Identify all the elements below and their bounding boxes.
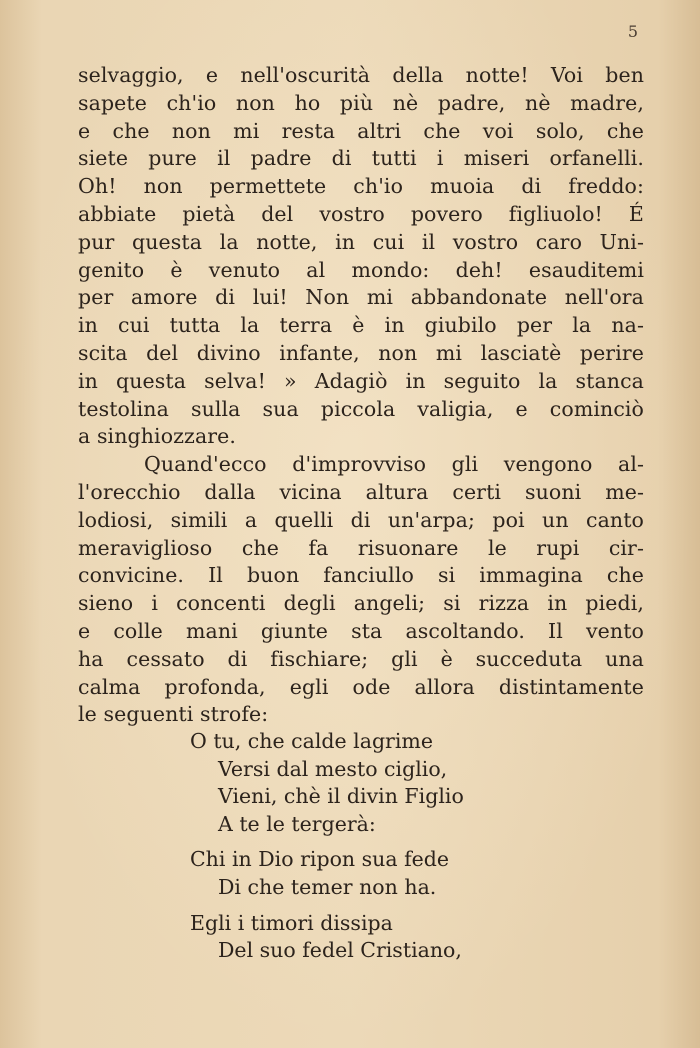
- verse-line: Egli i timori dissipa: [190, 910, 393, 935]
- verse-line: Di che temer non ha.: [218, 874, 437, 899]
- verse-line: A te le tergerà:: [218, 811, 376, 836]
- text-line: genito è venuto al mondo: deh! esauditemi: [78, 257, 644, 282]
- prose-text: [78, 62, 644, 729]
- text-line: ha cessato di fischiare; gli è succeduta una: [78, 646, 644, 671]
- text-line: testolina sulla sua piccola valigia, e cominciò: [78, 396, 644, 421]
- text-line: a singhiozzare.: [78, 424, 237, 449]
- verse-line: Versi dal mesto ciglio,: [218, 756, 448, 781]
- text-line: e colle mani giunte sta ascoltando. Il vento: [78, 618, 644, 643]
- text-line: selvaggio, e nell'oscurità della notte! Voi ben: [78, 63, 644, 87]
- text-line: sieno i concenti degli angeli; si rizza in piedi,: [78, 591, 644, 616]
- text-line: per amore di lui! Non mi abbandonate nell'ora: [78, 285, 644, 310]
- paragraph-first-line: Quand'ecco d'improvviso gli vengono al-: [144, 452, 644, 477]
- text-line: lodiosi, simili a quelli di un'arpa; poi un canto: [78, 507, 644, 532]
- page-number: 5: [627, 22, 638, 41]
- text-line: le seguenti strofe:: [78, 702, 269, 727]
- text-line: Oh! non permettete ch'io muoia di freddo:: [78, 174, 644, 199]
- stanza: [190, 728, 590, 838]
- text-line: in cui tutta la terra è in giubilo per la na-: [78, 313, 644, 338]
- text-line: e che non mi resta altri che voi solo, che: [78, 118, 644, 143]
- verse-line: Del suo fedel Cristiano,: [218, 938, 462, 963]
- text-line: l'orecchio dalla vicina altura certi suoni me-: [78, 479, 644, 504]
- text-line: in questa selva! » Adagiò in seguito la stanca: [78, 368, 644, 393]
- verse-line: Vieni, chè il divin Figlio: [218, 784, 464, 809]
- verse-block: [190, 728, 590, 973]
- stanza: [190, 910, 590, 965]
- text-line: calma profonda, egli ode allora distintamente: [78, 674, 644, 699]
- verse-line: O tu, che calde lagrime: [190, 729, 433, 753]
- text-line: sapete ch'io non ho più nè padre, nè madre,: [78, 90, 644, 115]
- text-line: siete pure il padre di tutti i miseri orfanelli.: [78, 146, 644, 171]
- verse-line: Chi in Dio ripon sua fede: [190, 847, 450, 872]
- text-line: meraviglioso che fa risuonare le rupi cir-: [78, 535, 644, 560]
- text-line: abbiate pietà del vostro povero figliuolo! É: [78, 201, 644, 226]
- text-line: pur questa la notte, in cui il vostro caro Uni-: [78, 229, 644, 254]
- text-line: scita del divino infante, non mi lasciatè perire: [78, 340, 644, 365]
- stanza: [190, 846, 590, 901]
- text-line: convicine. Il buon fanciullo si immagina che: [78, 563, 644, 588]
